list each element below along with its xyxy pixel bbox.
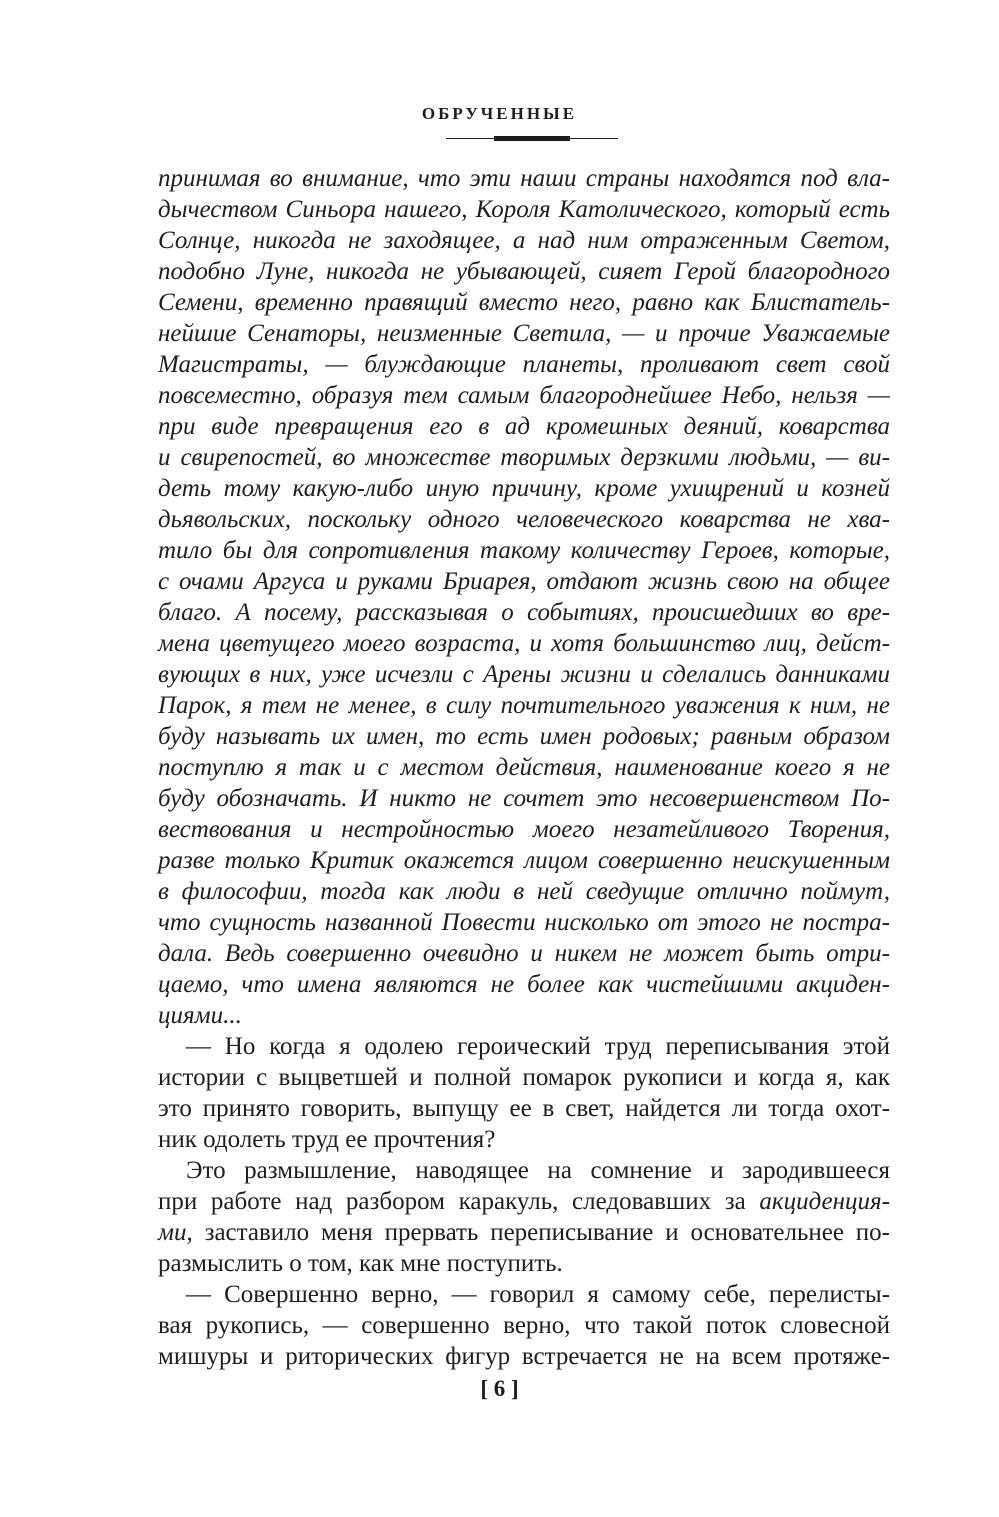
text-line: буду называть их имен, то есть имен родовых; равным образом <box>158 723 890 750</box>
text-line: — Но когда я одолею героический труд переписывания этой <box>186 1033 890 1060</box>
text-line: мена цветущего моего возраста, и хотя большинство лиц, дейст- <box>158 630 890 657</box>
text-line: принимая во внимание, что эти наши страны находятся под вла- <box>158 165 890 192</box>
text-line <box>158 1218 890 1248</box>
text-line: цаемо, что имена являются не более как чистейшими акциден- <box>158 971 890 998</box>
text-line: дьявольских, поскольку одного человеческого коварства не хва- <box>158 506 890 533</box>
text-line: Магистраты, — блуждающие планеты, проливают свет свой <box>158 351 890 378</box>
text-line: ник одолеть труд ее прочтения? <box>158 1126 496 1153</box>
running-head: ОБРУЧЕННЫЕ <box>421 104 578 123</box>
text-line: Парок, я тем не менее, в силу почтительного уважения к ним, не <box>158 692 890 719</box>
text-line: дычеством Синьора нашего, Короля Католического, который есть <box>158 196 890 223</box>
text-line: разве только Критик окажется лицом совершенно неискушенным <box>158 847 890 874</box>
text-line: деть тому какую-либо иную причину, кроме ухищрений и козней <box>158 475 890 502</box>
text-line: благо. А посему, рассказывая о событиях, происшедших во вре- <box>158 599 890 626</box>
text-line: что сущность названной Повести нисколько от этого не постра- <box>158 909 890 936</box>
text-line: Это размышление, наводящее на сомнение и зародившееся <box>186 1157 890 1184</box>
text-line: Солнце, никогда не заходящее, а над ним отраженным Светом, <box>158 227 890 254</box>
italic-word: ми <box>158 1219 187 1246</box>
text-line: нейшие Сенаторы, неизменные Светила, — и прочие Уважаемые <box>158 320 890 347</box>
text-line: вая рукопись, — совершенно верно, что такой поток словесной <box>158 1312 890 1339</box>
text-segment: при работе над разбором каракуль, следовавших за <box>158 1188 760 1215</box>
text-line: мишуры и риторических фигур встречается не на всем протяже- <box>158 1343 890 1370</box>
text-line: дала. Ведь совершенно очевидно и никем не может быть отри- <box>158 940 890 967</box>
page-number: [ 6 ] <box>480 1376 519 1401</box>
text-line: с очами Аргуса и руками Бриарея, отдают жизнь свою на общее <box>158 568 890 595</box>
text-line: поступлю я так и с местом действия, наименование коего я не <box>158 754 890 781</box>
text-line: вествования и нестройностью моего незатейливого Творения, <box>158 816 890 843</box>
text-line: Семени, временно правящий вместо него, равно как Блистатель- <box>158 289 890 316</box>
text-line: размыслить о том, как мне поступить. <box>158 1250 563 1277</box>
text-line: в философии, тогда как люди в ней сведущие отлично поймут, <box>158 878 890 905</box>
text-line: это принято говорить, выпущу ее в свет, найдется ли тогда охот- <box>158 1095 890 1122</box>
text-line: при виде превращения его в ад кромешных деяний, коварства <box>158 413 890 440</box>
text-line: циями... <box>158 1002 242 1029</box>
text-line: — Совершенно верно, — говорил я самому себе, перелисты- <box>186 1281 890 1308</box>
text-line: подобно Луне, никогда не убывающей, сияет Герой благородного <box>158 258 890 285</box>
text-line: истории с выцветшей и полной помарок рукописи и когда я, как <box>158 1064 890 1091</box>
text-line: буду обозначать. И никто не сочтет это несовершенством По- <box>158 785 890 812</box>
text-line <box>158 1187 890 1217</box>
text-segment: , заставило меня прервать переписывание и основательнее по- <box>186 1219 890 1246</box>
text-line: тило бы для сопротивления такому количеству Героев, которые, <box>158 537 890 564</box>
text-line: повсеместно, образуя тем самым благороднейшее Небо, нельзя — <box>158 382 890 409</box>
text-line: вующих в них, уже исчезли с Арены жизни и сделались данниками <box>158 661 890 688</box>
text-line: и свирепостей, во множестве творимых дерзкими людьми, — ви- <box>158 444 890 471</box>
italic-word: акциденция- <box>759 1188 890 1215</box>
